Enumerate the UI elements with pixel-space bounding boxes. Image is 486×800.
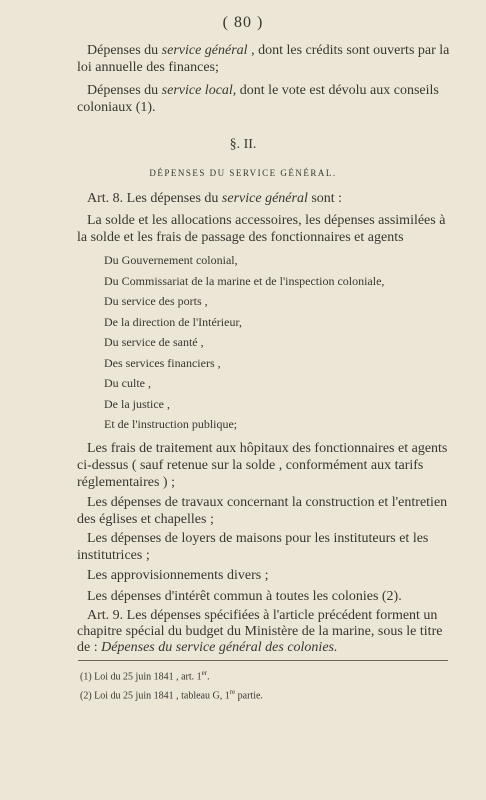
footnote-rule [78,660,448,661]
emphasis: Dépenses du service général des colonies. [101,640,338,655]
text: dont le vote est dévolu aux conseils coloniaux (1). [77,83,439,115]
text: (2) Loi du 25 juin 1841 , tableau G, 1 [80,690,230,702]
text: Dépenses du [87,43,162,58]
paragraph-interet-commun: Les dépenses d'intérêt commun à toutes les colonies (2). [87,589,402,604]
text: . [207,671,210,683]
article-8 [77,190,457,207]
list-item: Du service de santé , [104,335,204,349]
emphasis: service général [161,43,248,58]
list-item: Du culte , [104,376,151,390]
article-8-intro: La solde et les allocations accessoires, les dépenses assimilées à la solde et les frais de passage des fonctionnaires et agents [77,213,446,245]
text: Art. 8. Les dépenses du [87,191,222,206]
superscript: re [229,688,236,696]
list-item: Du Gouvernement colonial, [104,253,238,267]
emphasis: service général [221,191,308,206]
list-item: De la direction de l'Intérieur, [104,314,242,329]
agents-list [104,250,444,435]
section-heading: DÉPENSES DU SERVICE GÉNÉRAL. [149,168,337,178]
list-item: Et de l'instruction publique; [104,417,238,431]
list-item: Du service des ports , [104,294,208,308]
text: Art. 9. Les dépenses spécifiées à l'article précédent forment un chapitre spécial du budget du Ministère de la marine, sous le titre de : [77,608,443,655]
list-item: Des services financiers , [104,355,221,370]
text: sont : [307,191,343,206]
superscript: er [201,669,208,677]
article-9 [77,608,457,656]
paragraph-service-local [77,82,457,116]
paragraph-loyers: Les dépenses de loyers de maisons pour les instituteurs et les institutrices ; [77,531,429,563]
list-item: Du Commissariat de la marine et de l'inspection coloniale, [104,273,385,288]
text: Dépenses du [87,83,162,98]
emphasis: service local, [161,83,237,98]
text: partie. [235,690,263,702]
text: , dont les crédits sont ouverts par la loi annuelle des finances; [77,43,450,75]
list-item: De la justice , [104,396,170,411]
paragraph-service-general [77,42,457,76]
page-number: ( 80 ) [222,14,264,31]
paragraph-frais: Les frais de traitement aux hôpitaux des fonctionnaires et agents ci-dessus ( sauf retenue sur la solde , conformément aux tarifs réglementaires ) ; [77,441,448,490]
section-number: §. II. [229,137,257,152]
footnote-2 [80,688,450,701]
text: (1) Loi du 25 juin 1841 , art. 1 [80,671,202,683]
paragraph-approvisionnements: Les approvisionnements divers ; [87,568,269,583]
footnote-1 [80,669,450,682]
paragraph-travaux: Les dépenses de travaux concernant la construction et l'entretien des églises et chapelles ; [77,495,448,527]
